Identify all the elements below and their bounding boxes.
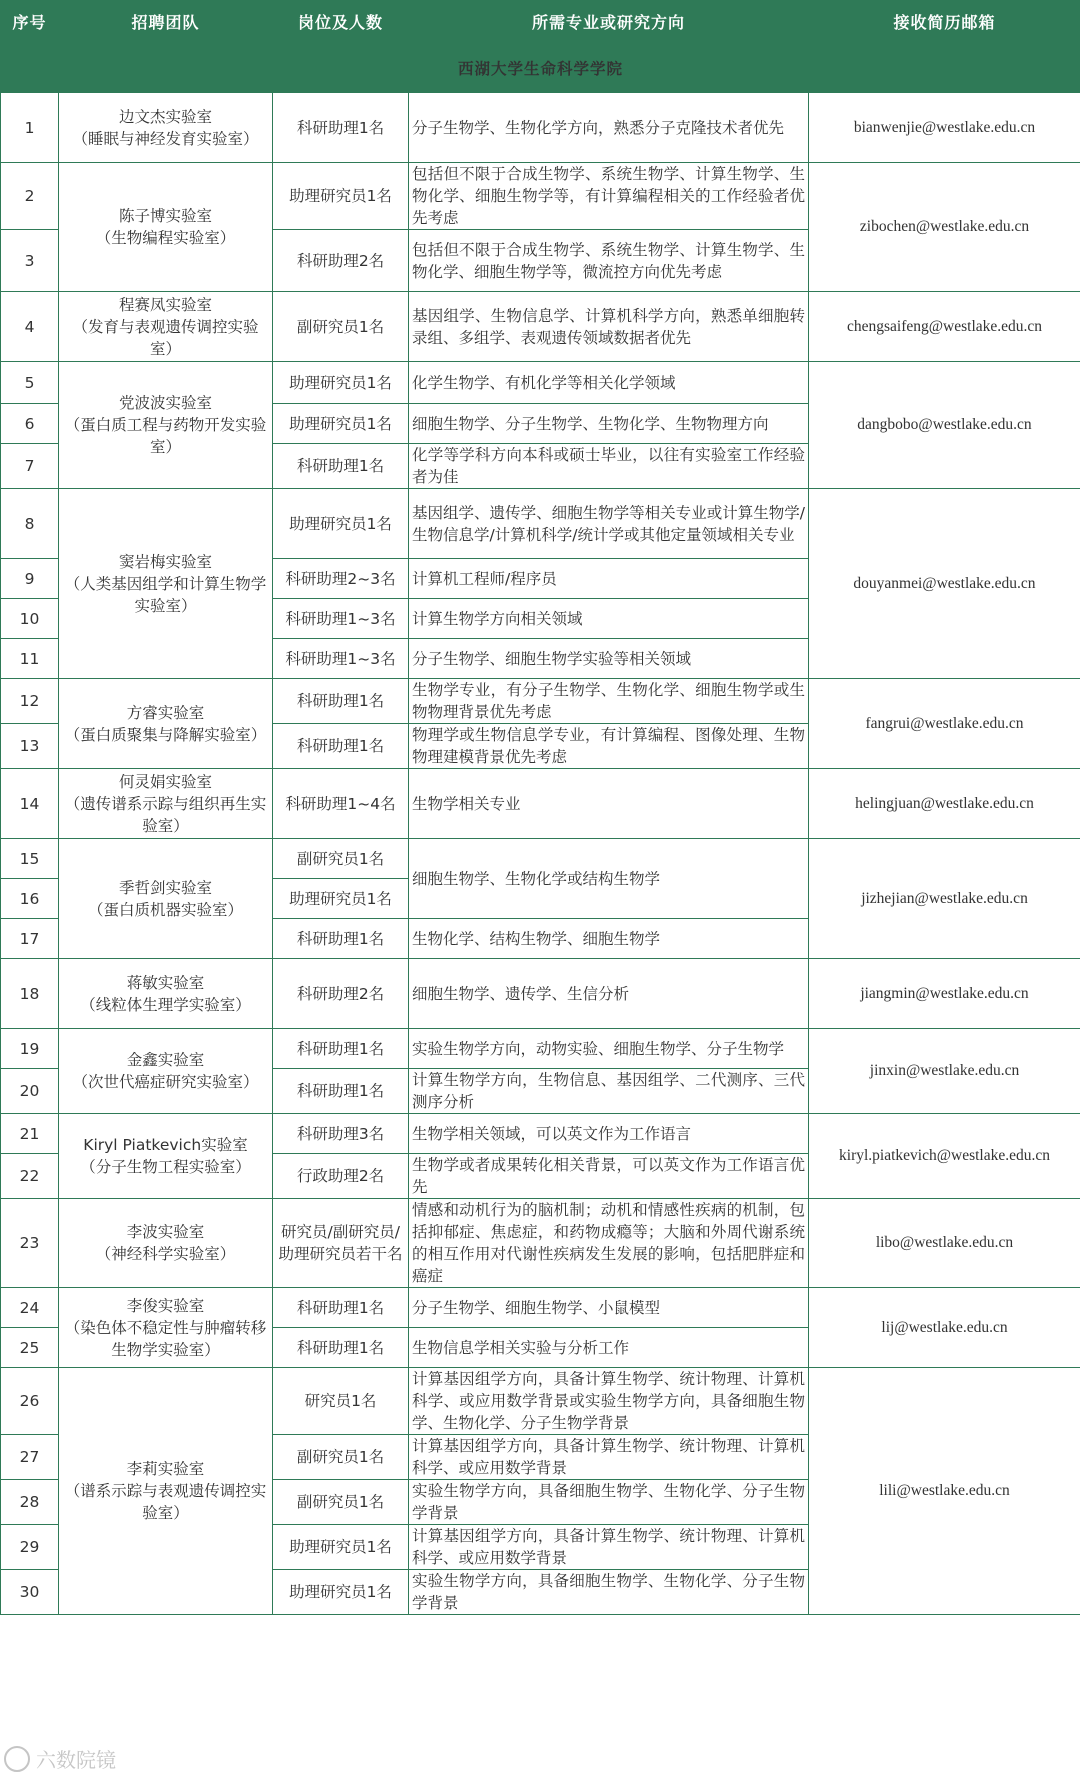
major-requirement: 分子生物学、细胞生物学实验等相关领域	[409, 639, 809, 679]
position: 助理研究员1名	[273, 163, 409, 230]
major-requirement: 计算生物学方向相关领域	[409, 599, 809, 639]
position: 科研助理1名	[273, 1328, 409, 1368]
table-row	[1, 1114, 1080, 1154]
table-row	[1, 362, 1080, 404]
resume-email: kiryl.piatkevich@westlake.edu.cn	[809, 1114, 1080, 1199]
major-requirement: 计算生物学方向，生物信息、基因组学、二代测序、三代测序分析	[409, 1069, 809, 1114]
resume-email: dangbobo@westlake.edu.cn	[809, 362, 1080, 489]
position: 助理研究员1名	[273, 489, 409, 559]
row-number: 9	[1, 559, 59, 599]
major-requirement: 情感和动机行为的脑机制；动机和情感性疾病的机制，包括抑郁症、焦虑症，和药物成瘾等；大脑和外周代谢系统的相互作用对代谢性疾病发生发展的影响，包括肥胖症和癌症	[409, 1199, 809, 1288]
team-name: 李波实验室 （神经科学实验室）	[59, 1199, 273, 1288]
table-row	[1, 679, 1080, 724]
position: 科研助理2~3名	[273, 559, 409, 599]
position: 研究员/副研究员/助理研究员若干名	[273, 1199, 409, 1288]
position: 副研究员1名	[273, 1480, 409, 1525]
major-requirement: 生物学相关领域，可以英文作为工作语言	[409, 1114, 809, 1154]
resume-email: helingjuan@westlake.edu.cn	[809, 769, 1080, 839]
position: 助理研究员1名	[273, 1570, 409, 1615]
position: 助理研究员1名	[273, 404, 409, 444]
position: 助理研究员1名	[273, 879, 409, 919]
resume-email: jizhejian@westlake.edu.cn	[809, 839, 1080, 959]
position: 助理研究员1名	[273, 1525, 409, 1570]
resume-email: jiangmin@westlake.edu.cn	[809, 959, 1080, 1029]
resume-email: zibochen@westlake.edu.cn	[809, 163, 1080, 292]
resume-email: douyanmei@westlake.edu.cn	[809, 489, 1080, 679]
position: 科研助理1~3名	[273, 639, 409, 679]
position: 科研助理1名	[273, 1029, 409, 1069]
row-number: 14	[1, 769, 59, 839]
position: 科研助理1名	[273, 724, 409, 769]
position: 科研助理2名	[273, 230, 409, 292]
team-name: 党波波实验室 （蛋白质工程与药物开发实验室）	[59, 362, 273, 489]
position: 副研究员1名	[273, 1435, 409, 1480]
row-number: 22	[1, 1154, 59, 1199]
row-number: 7	[1, 444, 59, 489]
table-row	[1, 1199, 1080, 1288]
row-number: 28	[1, 1480, 59, 1525]
major-requirement: 生物信息学相关实验与分析工作	[409, 1328, 809, 1368]
resume-email: lij@westlake.edu.cn	[809, 1288, 1080, 1368]
row-number: 18	[1, 959, 59, 1029]
table-row	[1, 1288, 1080, 1328]
major-requirement: 实验生物学方向，具备细胞生物学、生物化学、分子生物学背景	[409, 1480, 809, 1525]
row-number: 21	[1, 1114, 59, 1154]
row-number: 25	[1, 1328, 59, 1368]
position: 科研助理1名	[273, 919, 409, 959]
position: 副研究员1名	[273, 839, 409, 879]
resume-email: bianwenjie@westlake.edu.cn	[809, 93, 1080, 163]
major-requirement: 基因组学、生物信息学、计算机科学方向，熟悉单细胞转录组、多组学、表观遗传领域数据者优先	[409, 292, 809, 362]
row-number: 4	[1, 292, 59, 362]
row-number: 19	[1, 1029, 59, 1069]
row-number: 3	[1, 230, 59, 292]
team-name: Kiryl Piatkevich实验室 （分子生物工程实验室）	[59, 1114, 273, 1199]
major-requirement: 实验生物学方向，动物实验、细胞生物学、分子生物学	[409, 1029, 809, 1069]
major-requirement: 细胞生物学、遗传学、生信分析	[409, 959, 809, 1029]
position: 科研助理2名	[273, 959, 409, 1029]
position: 科研助理1名	[273, 444, 409, 489]
position: 科研助理1名	[273, 679, 409, 724]
resume-email: fangrui@westlake.edu.cn	[809, 679, 1080, 769]
table-row	[1, 839, 1080, 879]
section-title: 西湖大学生命科学学院	[1, 46, 1080, 93]
team-name: 季哲剑实验室 （蛋白质机器实验室）	[59, 839, 273, 959]
row-number: 15	[1, 839, 59, 879]
major-requirement: 包括但不限于合成生物学、系统生物学、计算生物学、生物化学、细胞生物学等，微流控方向优先考虑	[409, 230, 809, 292]
position: 科研助理1名	[273, 1288, 409, 1328]
section-row	[1, 46, 1080, 93]
team-name: 边文杰实验室 （睡眠与神经发育实验室）	[59, 93, 273, 163]
major-requirement: 计算基因组学方向，具备计算生物学、统计物理、计算机科学、或应用数学背景或实验生物学方向，具备细胞生物学、生物化学、分子生物学背景	[409, 1368, 809, 1435]
team-name: 程赛凤实验室 （发育与表观遗传调控实验室）	[59, 292, 273, 362]
team-name: 蒋敏实验室 （线粒体生理学实验室）	[59, 959, 273, 1029]
row-number: 23	[1, 1199, 59, 1288]
resume-email: jinxin@westlake.edu.cn	[809, 1029, 1080, 1114]
major-requirement: 生物学或者成果转化相关背景，可以英文作为工作语言优先	[409, 1154, 809, 1199]
major-requirement: 基因组学、遗传学、细胞生物学等相关专业或计算生物学/生物信息学/计算机科学/统计学或其他定量领域相关专业	[409, 489, 809, 559]
team-name: 李俊实验室 （染色体不稳定性与肿瘤转移生物学实验室）	[59, 1288, 273, 1368]
row-number: 29	[1, 1525, 59, 1570]
major-requirement: 计算基因组学方向，具备计算生物学、统计物理、计算机科学、或应用数学背景	[409, 1525, 809, 1570]
row-number: 10	[1, 599, 59, 639]
team-name: 金鑫实验室 （次世代癌症研究实验室）	[59, 1029, 273, 1114]
major-requirement: 计算机工程师/程序员	[409, 559, 809, 599]
major-requirement: 生物学专业，有分子生物学、生物化学、细胞生物学或生物物理背景优先考虑	[409, 679, 809, 724]
major-requirement: 计算基因组学方向，具备计算生物学、统计物理、计算机科学、或应用数学背景	[409, 1435, 809, 1480]
major-requirement: 细胞生物学、分子生物学、生物化学、生物物理方向	[409, 404, 809, 444]
major-requirement: 分子生物学、生物化学方向，熟悉分子克隆技术者优先	[409, 93, 809, 163]
row-number: 30	[1, 1570, 59, 1615]
table-row	[1, 769, 1080, 839]
position: 助理研究员1名	[273, 362, 409, 404]
major-requirement: 化学生物学、有机化学等相关化学领域	[409, 362, 809, 404]
table-row	[1, 1029, 1080, 1069]
position: 科研助理1名	[273, 1069, 409, 1114]
position: 科研助理3名	[273, 1114, 409, 1154]
position: 科研助理1名	[273, 93, 409, 163]
row-number: 2	[1, 163, 59, 230]
team-name: 方睿实验室 （蛋白质聚集与降解实验室）	[59, 679, 273, 769]
header-email: 接收简历邮箱	[809, 1, 1080, 46]
row-number: 12	[1, 679, 59, 724]
row-number: 11	[1, 639, 59, 679]
resume-email: libo@westlake.edu.cn	[809, 1199, 1080, 1288]
position: 行政助理2名	[273, 1154, 409, 1199]
major-requirement: 化学等学科方向本科或硕士毕业，以往有实验室工作经验者为佳	[409, 444, 809, 489]
table-row	[1, 93, 1080, 163]
team-name: 何灵娟实验室 （遗传谱系示踪与组织再生实验室）	[59, 769, 273, 839]
table-row	[1, 489, 1080, 559]
row-number: 1	[1, 93, 59, 163]
major-requirement: 物理学或生物信息学专业，有计算编程、图像处理、生物物理建模背景优先考虑	[409, 724, 809, 769]
row-number: 6	[1, 404, 59, 444]
table-row	[1, 292, 1080, 362]
row-number: 24	[1, 1288, 59, 1328]
watermark-text: 六数院镜	[36, 1748, 116, 1772]
watermark	[4, 1744, 116, 1773]
team-name: 窦岩梅实验室 （人类基因组学和计算生物学实验室）	[59, 489, 273, 679]
position: 副研究员1名	[273, 292, 409, 362]
major-requirement: 包括但不限于合成生物学、系统生物学、计算生物学、生物化学、细胞生物学等，有计算编程相关的工作经验者优先考虑	[409, 163, 809, 230]
team-name: 陈子博实验室 （生物编程实验室）	[59, 163, 273, 292]
watermark-logo-icon	[4, 1746, 30, 1772]
row-number: 8	[1, 489, 59, 559]
position: 科研助理1~4名	[273, 769, 409, 839]
header-team: 招聘团队	[59, 1, 273, 46]
header-row	[1, 1, 1080, 46]
table-row	[1, 959, 1080, 1029]
major-requirement: 生物学相关专业	[409, 769, 809, 839]
position: 科研助理1~3名	[273, 599, 409, 639]
header-seq: 序号	[1, 1, 59, 46]
table-row	[1, 163, 1080, 230]
team-name: 李莉实验室 （谱系示踪与表观遗传调控实验室）	[59, 1368, 273, 1615]
position: 研究员1名	[273, 1368, 409, 1435]
row-number: 20	[1, 1069, 59, 1114]
row-number: 27	[1, 1435, 59, 1480]
header-major: 所需专业或研究方向	[409, 1, 809, 46]
row-number: 26	[1, 1368, 59, 1435]
major-requirement: 细胞生物学、生物化学或结构生物学	[409, 839, 809, 919]
major-requirement: 分子生物学、细胞生物学、小鼠模型	[409, 1288, 809, 1328]
major-requirement: 生物化学、结构生物学、细胞生物学	[409, 919, 809, 959]
row-number: 13	[1, 724, 59, 769]
table-row	[1, 1368, 1080, 1435]
resume-email: lili@westlake.edu.cn	[809, 1368, 1080, 1615]
row-number: 5	[1, 362, 59, 404]
row-number: 16	[1, 879, 59, 919]
resume-email: chengsaifeng@westlake.edu.cn	[809, 292, 1080, 362]
major-requirement: 实验生物学方向，具备细胞生物学、生物化学、分子生物学背景	[409, 1570, 809, 1615]
header-position: 岗位及人数	[273, 1, 409, 46]
row-number: 17	[1, 919, 59, 959]
